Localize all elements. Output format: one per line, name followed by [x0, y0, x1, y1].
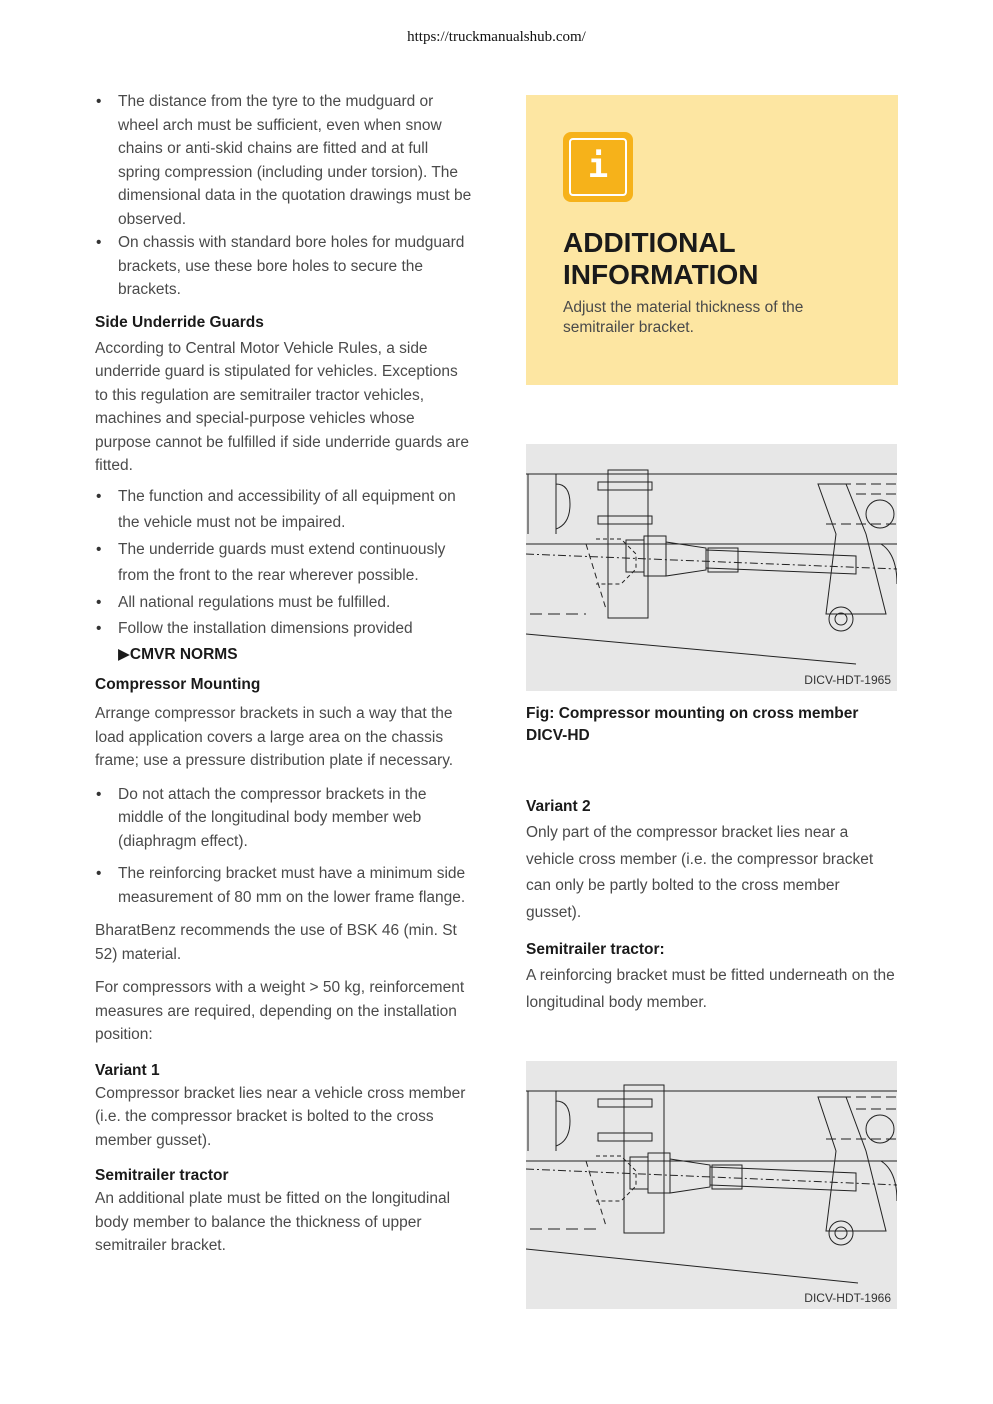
list-item: • On chassis with standard bore holes for mudguard brackets, use these bore holes to secure the brackets.	[95, 231, 473, 302]
list-item: • The distance from the tyre to the mudguard or wheel arch must be sufficient, even when snow chains or anti-skid chains are fitted and at full spring compression (including under torsion). The dimensional data in the quotation drawings must be observed.	[95, 90, 473, 231]
paragraph-side-guards: According to Central Motor Vehicle Rules, a side underride guard is stipulated for vehicles. Exceptions to this regulation are semitrailer tractor vehicles, machines and special-purpose vehicles whose purpose cannot be fulfilled if side underride guards are fitted.	[95, 339, 469, 474]
technical-drawing	[526, 444, 897, 691]
figure-caption: Fig: Compressor mounting on cross member DICV-HD	[526, 705, 859, 744]
figure-id: DICV-HDT-1966	[804, 1291, 891, 1305]
bullet-list-top	[95, 90, 473, 302]
list-item: • Follow the installation dimensions provided	[95, 616, 473, 643]
paragraph-semitrailer-tractor-2: A reinforcing bracket must be fitted underneath on the longitudinal body member.	[526, 967, 895, 1011]
heading-variant-2: Variant 2	[526, 798, 591, 815]
technical-drawing	[526, 1061, 897, 1309]
left-column	[95, 90, 473, 1258]
paragraph-variant-1: Compressor bracket lies near a vehicle cross member (i.e. the compressor bracket is bolted to the cross member gusset).	[95, 1084, 466, 1149]
heading-compressor-mounting: Compressor Mounting	[95, 676, 261, 693]
info-text: Adjust the material thickness of the semitrailer bracket.	[563, 299, 804, 336]
bullet-list-side-guards	[95, 484, 473, 643]
info-title: ADDITIONAL INFORMATION	[563, 227, 759, 290]
heading-semitrailer-tractor-2: Semitrailer tractor:	[526, 941, 665, 958]
list-item: • All national regulations must be fulfilled.	[95, 590, 473, 617]
paragraph-variant-2: Only part of the compressor bracket lies near a vehicle cross member (i.e. the compressor bracket can only be partly bolted to the cross member gusset).	[526, 824, 874, 921]
heading-semitrailer-tractor: Semitrailer tractor	[95, 1167, 229, 1184]
heading-side-underride-guards: Side Underride Guards	[95, 313, 264, 331]
info-icon: i	[563, 132, 633, 202]
list-item: • The function and accessibility of all equipment on the vehicle must not be impaired.	[95, 484, 473, 537]
right-column-text	[526, 795, 898, 1016]
list-item: • The reinforcing bracket must have a minimum side measurement of 80 mm on the lower frame flange.	[95, 862, 473, 909]
paragraph-material: BharatBenz recommends the use of BSK 46 (min. St 52) material.	[95, 922, 457, 963]
cmvr-norms-link[interactable]: ▶CMVR NORMS	[118, 645, 238, 663]
list-item: • The underride guards must extend continuously from the front to the rear wherever possible.	[95, 537, 473, 590]
figure-compressor-mounting-2	[526, 1061, 897, 1309]
paragraph-weight: For compressors with a weight > 50 kg, reinforcement measures are required, depending on the installation position:	[95, 979, 465, 1043]
paragraph-semitrailer-tractor: An additional plate must be fitted on the longitudinal body member to balance the thickness of upper semitrailer bracket.	[95, 1190, 451, 1254]
paragraph-compressor: Arrange compressor brackets in such a way that the load application covers a large area on the chassis frame; use a pressure distribution plate if necessary.	[95, 705, 454, 769]
heading-variant-1: Variant 1	[95, 1061, 160, 1079]
figure-id: DICV-HDT-1965	[804, 673, 891, 687]
figure-compressor-mounting-1	[526, 444, 897, 691]
additional-information-box	[526, 95, 898, 385]
bullet-list-compressor	[95, 783, 473, 910]
page-url: https://truckmanualshub.com/	[407, 29, 586, 45]
list-item: • Do not attach the compressor brackets in the middle of the longitudinal body member web (diaphragm effect).	[95, 783, 473, 854]
